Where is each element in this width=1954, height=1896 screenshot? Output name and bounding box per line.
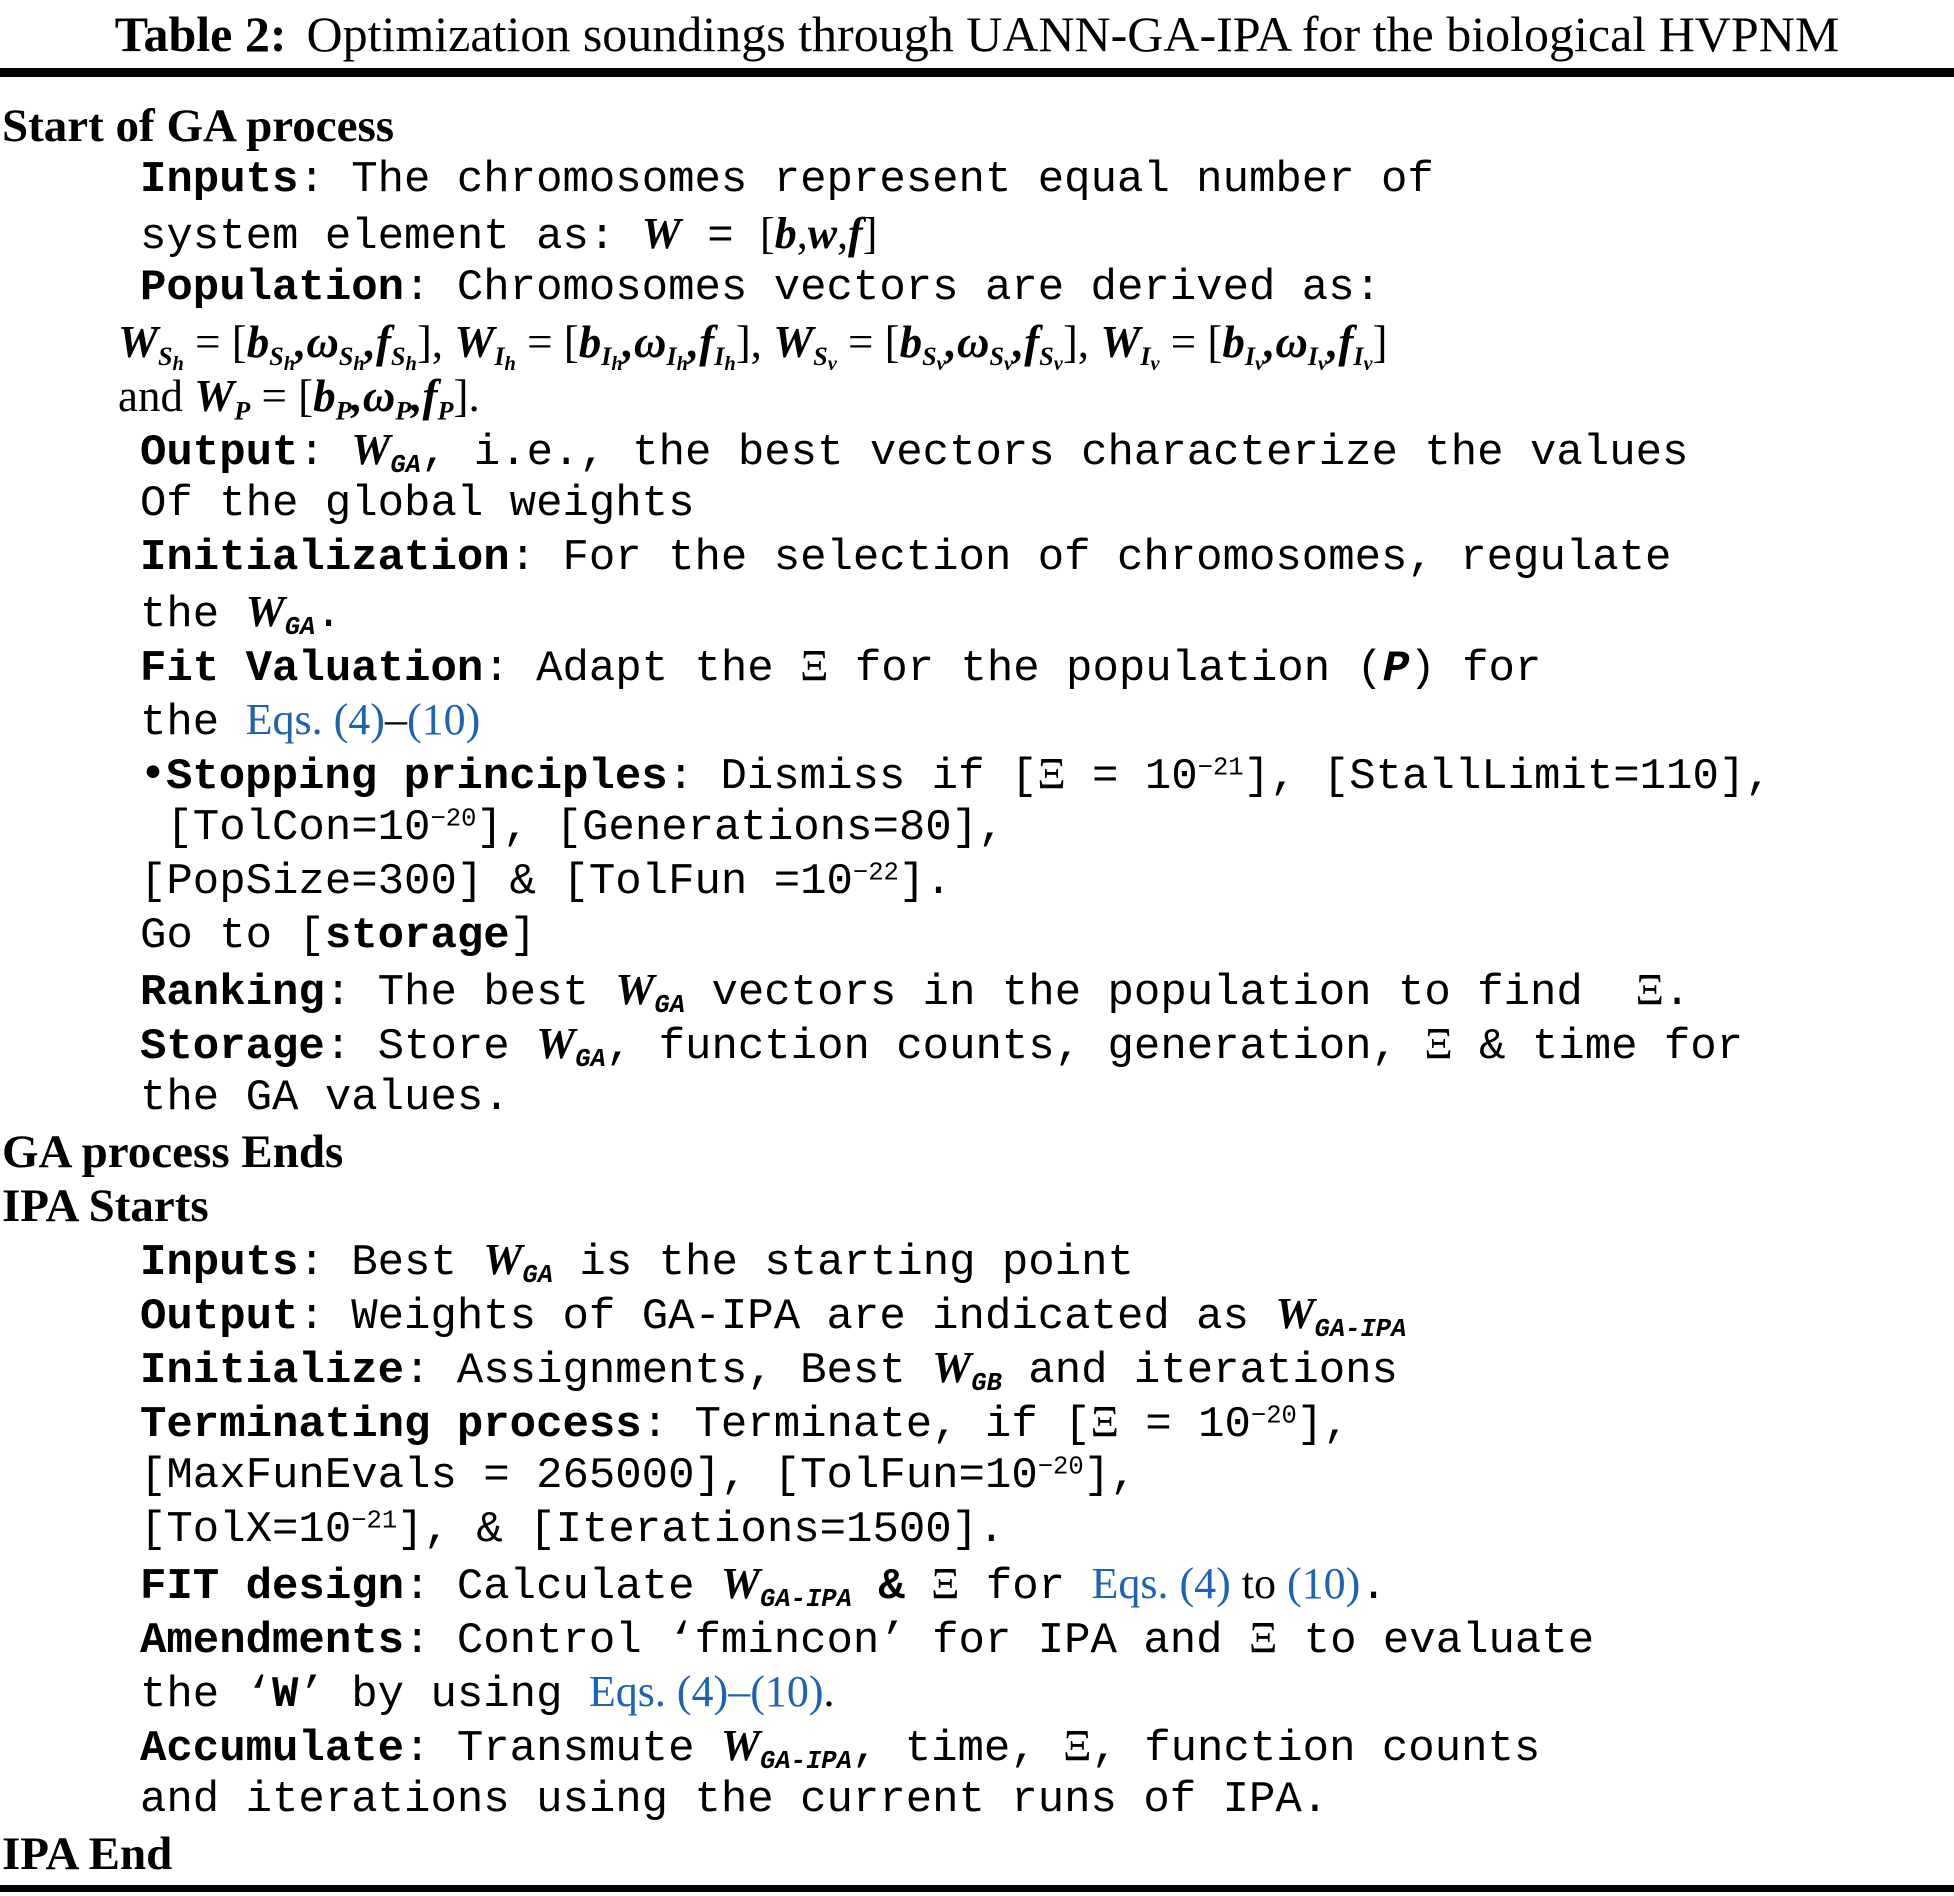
algorithm-line xyxy=(140,1449,1954,1503)
xi-symbol: Ξ xyxy=(1037,749,1066,798)
text-run: : The best xyxy=(324,968,616,1018)
algorithm-line xyxy=(140,639,1954,693)
text-run: GA-IPA xyxy=(760,1585,852,1615)
text-run: = [ xyxy=(836,317,900,367)
math-symbol: Sh xyxy=(338,342,365,376)
subscript xyxy=(971,1367,1002,1399)
superscript xyxy=(1198,754,1244,783)
math-symbol: Sh xyxy=(390,342,417,376)
math-symbol: $W_P$ xyxy=(194,371,251,426)
algorithm-line xyxy=(140,1017,1954,1075)
math-symbol: , xyxy=(364,317,376,367)
algorithm-line xyxy=(140,693,1954,747)
algorithm-line xyxy=(140,261,1954,315)
algorithm-line xyxy=(140,801,1954,855)
math-symbol: Ih xyxy=(601,342,623,376)
text-run: [$TolCon=10^{-20}$ xyxy=(140,803,477,853)
math-symbol: $W_{GA}$ xyxy=(351,425,421,481)
text-run: the xyxy=(140,698,246,748)
text-run: the GA values. xyxy=(140,1073,510,1123)
section-header: IPA Starts xyxy=(2,1180,209,1232)
algorithm-line xyxy=(140,1719,1954,1777)
xi-symbol: Ξ xyxy=(800,641,829,690)
text-run: Of the global weights xyxy=(140,479,695,529)
text-run: = $10^{-21}$ xyxy=(1065,752,1244,802)
subscript xyxy=(1353,342,1373,376)
text-run: : Chromosomes vectors are derived as: xyxy=(404,263,1382,313)
algorithm-line xyxy=(140,1341,1954,1399)
math-symbol: v xyxy=(1150,353,1160,376)
math-symbol: v xyxy=(1053,353,1063,376)
math-symbol: v xyxy=(1363,353,1373,376)
section-header: Start of GA process xyxy=(2,100,395,152)
math-symbol: Iv xyxy=(1244,342,1265,376)
subscript xyxy=(1307,342,1328,376)
text-run: : For the selection of chromosomes, regulate xyxy=(509,533,1672,583)
section-header: GA process Ends xyxy=(2,1126,344,1178)
text-run: −20 xyxy=(1037,1452,1084,1482)
math-symbol: , xyxy=(411,371,423,421)
text-run: : The chromosomes represent equal number of xyxy=(298,155,1434,205)
math-symbol: Iv xyxy=(1353,342,1373,376)
text-run: Population xyxy=(140,263,405,313)
subscript xyxy=(654,989,686,1021)
subscript xyxy=(269,342,296,376)
subscript xyxy=(338,342,365,376)
text-run: ], [StallLimit=110], xyxy=(1243,752,1772,802)
text-run: GA xyxy=(575,1045,606,1075)
eq-ref-link[interactable]: Eqs. (4) xyxy=(245,695,385,744)
algorithm-line xyxy=(140,477,1954,531)
text-run: : Terminate, if [ xyxy=(641,1400,1091,1450)
math-symbol: h xyxy=(724,353,736,376)
math-symbol: $\omega_P$ xyxy=(362,371,412,426)
text-run: for the population ( xyxy=(828,644,1383,694)
text-run: ]. xyxy=(453,371,480,421)
algorithm-line xyxy=(140,1071,1954,1125)
text-run: GA xyxy=(522,1261,554,1291)
math-symbol: $W_{I_v}$ xyxy=(1100,317,1160,376)
subscript xyxy=(1244,342,1265,376)
math-symbol: Sv xyxy=(989,342,1014,376)
text-run: P xyxy=(395,396,412,426)
text-run xyxy=(852,1562,878,1612)
math-symbol: w xyxy=(807,209,838,258)
text-run: , xyxy=(837,209,849,258)
text-run: : Store xyxy=(324,1022,537,1072)
top-rule xyxy=(0,68,1954,77)
text-run: – xyxy=(384,695,407,744)
eq-ref-link[interactable]: (10) xyxy=(406,695,481,744)
text-run: ], xyxy=(1083,1451,1137,1501)
subscript xyxy=(1054,353,1063,375)
algorithm-line xyxy=(140,747,1954,801)
subscript xyxy=(828,353,837,375)
math-symbol: $f_P$ xyxy=(422,371,454,426)
math-symbol: $f_{I_v}$ xyxy=(1338,317,1373,376)
text-run: = [ xyxy=(183,317,247,367)
math-symbol: $W_{GA}$ xyxy=(615,965,686,1021)
xi-symbol: Ξ xyxy=(1248,1613,1278,1662)
subscript xyxy=(522,1259,554,1291)
text-run: : Control ‘fmincon’ for IPA and xyxy=(404,1616,1249,1666)
text-run: [$TolX=10^{-21}$ xyxy=(140,1505,398,1555)
algorithm-line xyxy=(140,207,1954,261)
subscript xyxy=(813,342,837,376)
algorithm-line xyxy=(140,909,1954,963)
eq-ref-link[interactable]: (10) xyxy=(1287,1559,1361,1608)
text-run: GA-IPA xyxy=(1314,1315,1407,1345)
math-symbol: $f_{S_v}$ xyxy=(1024,317,1063,376)
text-run: Stopping principles xyxy=(165,752,668,802)
text-run: ], xyxy=(735,317,774,367)
subscript xyxy=(494,342,516,376)
text-run: [PopSize=300] & [TolFun $=10^{-22}$ xyxy=(140,857,899,907)
subscript xyxy=(760,1583,852,1615)
math-symbol: $\omega_{S_h}$ xyxy=(306,317,365,376)
text-run: −20 xyxy=(430,804,477,834)
algorithm-line xyxy=(140,585,1954,643)
math-symbol: Ih xyxy=(666,342,688,376)
text-run: ]. xyxy=(898,857,952,907)
text-run: : Calculate xyxy=(404,1562,721,1612)
algorithm-line xyxy=(140,1611,1954,1665)
text-run xyxy=(905,1562,931,1612)
math-symbol: h xyxy=(405,353,417,376)
math-symbol: h xyxy=(611,353,623,376)
text-run: ], xyxy=(1062,317,1101,367)
text-run: Fit Valuation xyxy=(140,644,484,694)
text-run: FIT design xyxy=(140,1562,405,1612)
math-symbol: v xyxy=(1318,353,1328,376)
text-run: W xyxy=(272,1670,299,1720)
subscript xyxy=(1318,353,1327,375)
text-run: Inputs xyxy=(140,1238,299,1288)
subscript xyxy=(438,396,454,425)
superscript xyxy=(853,859,899,888)
section-header: IPA End xyxy=(2,1828,173,1880)
text-run: and iterations using the current runs of IPA. xyxy=(140,1775,1329,1825)
text-run: [MaxFunEvals = 265000], [$TolFun=10^{-20}$ xyxy=(140,1451,1084,1501)
subscript xyxy=(390,342,417,376)
text-run: ] xyxy=(1372,317,1388,367)
math-symbol: $\omega_{I_v}$ xyxy=(1275,317,1328,376)
text-run: −21 xyxy=(351,1506,398,1536)
text-run: . xyxy=(823,1667,835,1716)
text-run: Output xyxy=(140,1292,299,1342)
text-run: for xyxy=(959,1562,1092,1612)
text-run: to xyxy=(1230,1559,1287,1608)
algorithm-line xyxy=(140,1233,1954,1291)
superscript xyxy=(430,805,476,834)
text-run: ], & [Iterations=1500]. xyxy=(397,1505,1005,1555)
subscript xyxy=(601,342,623,376)
text-run: storage xyxy=(324,911,510,961)
text-run: , function counts, generation, xyxy=(605,1022,1425,1072)
text-run: Go to [ xyxy=(140,911,325,961)
algorithm-body xyxy=(0,77,1954,1881)
math-symbol: $b_{S_h}$ xyxy=(246,317,296,376)
text-run: : Transmute xyxy=(404,1724,721,1774)
subscript xyxy=(714,342,736,376)
algorithm-line xyxy=(140,1395,1954,1449)
math-symbol: Ih xyxy=(494,342,516,376)
subscript xyxy=(1039,342,1063,376)
subscript xyxy=(937,353,946,375)
subscript xyxy=(666,342,688,376)
math-symbol: $W_{S_v}$ xyxy=(773,317,837,376)
math-symbol: f xyxy=(848,209,863,258)
math-symbol: Ih xyxy=(714,342,736,376)
math-symbol: , xyxy=(945,317,957,367)
math-symbol: $W_{GA}$ xyxy=(245,587,316,643)
text-run: and iterations xyxy=(1001,1346,1398,1396)
text-run: Output xyxy=(140,428,299,478)
text-run: P xyxy=(437,396,454,426)
text-run: system element as: xyxy=(140,212,642,262)
table-caption xyxy=(0,0,1954,68)
algorithm-line xyxy=(140,1503,1954,1557)
text-run: : Best xyxy=(298,1238,484,1288)
text-run: . xyxy=(1360,1562,1387,1612)
math-symbol: , xyxy=(622,317,634,367)
text-run: Amendments xyxy=(140,1616,405,1666)
text-run: −20 xyxy=(1250,1401,1297,1431)
text-run: and xyxy=(118,371,195,421)
math-symbol: W xyxy=(641,209,681,258)
math-symbol: $W_{GA}$ xyxy=(483,1235,554,1291)
text-run: ], xyxy=(416,317,455,367)
text-run: , time, xyxy=(851,1724,1064,1774)
subscript xyxy=(336,396,352,425)
text-run: , i.e., the best vectors characterize the values xyxy=(421,428,1689,478)
math-symbol: $W_{GA}$ xyxy=(536,1019,606,1075)
text-run: = [ xyxy=(515,317,579,367)
subscript xyxy=(575,1043,606,1075)
text-run: = $10^{-20}$ xyxy=(1118,1400,1297,1450)
algorithm-line xyxy=(140,855,1954,909)
superscript xyxy=(351,1507,397,1536)
text-run: ] xyxy=(862,209,878,258)
algorithm-line xyxy=(140,531,1954,585)
xi-symbol: Ξ xyxy=(1424,1019,1453,1068)
math-symbol: Iv xyxy=(1307,342,1328,376)
text-run: : Dismiss if [ xyxy=(667,752,1038,802)
subscript xyxy=(677,353,688,375)
text-run: Accumulate xyxy=(140,1724,405,1774)
text-run: = [ xyxy=(250,371,314,421)
math-symbol: $W_{S_h}$ xyxy=(118,317,184,376)
math-symbol: Sh xyxy=(269,342,296,376)
subscript xyxy=(989,342,1014,376)
math-symbol: $b_{S_v}$ xyxy=(899,317,946,376)
math-symbol: $b_P$ xyxy=(313,371,352,426)
math-symbol: v xyxy=(827,353,837,376)
math-symbol: $W_{GB}$ xyxy=(932,1343,1002,1399)
subscript xyxy=(504,353,515,375)
subscript xyxy=(1363,353,1372,375)
math-symbol: $W_{I_h}$ xyxy=(454,317,516,376)
math-symbol: v xyxy=(936,353,946,376)
text-run: to evaluate xyxy=(1277,1616,1595,1666)
math-symbol: $b_{I_v}$ xyxy=(1222,317,1265,376)
text-run: ], xyxy=(1296,1400,1350,1450)
text-run: P xyxy=(1382,644,1410,694)
algorithm-line xyxy=(140,1557,1954,1615)
text-run: −22 xyxy=(852,858,899,888)
math-symbol: , xyxy=(1327,317,1339,367)
bottom-rule xyxy=(0,1885,1954,1892)
text-run: Inputs xyxy=(140,155,299,205)
math-symbol: $W_{GA-IPA}$ xyxy=(1275,1289,1407,1345)
text-run: GA xyxy=(654,991,686,1021)
math-symbol: $f_{S_h}$ xyxy=(375,317,417,376)
math-symbol: v xyxy=(1255,353,1265,376)
xi-symbol: Ξ xyxy=(1063,1721,1092,1770)
text-run: GB xyxy=(971,1369,1002,1399)
math-symbol: Iv xyxy=(1140,342,1160,376)
math-symbol: h xyxy=(172,353,184,376)
math-symbol: , xyxy=(1013,317,1025,367)
xi-symbol: Ξ xyxy=(931,1559,960,1608)
text-run: is the starting point xyxy=(553,1238,1134,1288)
text-run: ) for xyxy=(1409,644,1542,694)
algorithm-line xyxy=(140,963,1954,1021)
text-run: , xyxy=(796,209,808,258)
math-symbol: h xyxy=(353,353,365,376)
eq-ref-link[interactable]: Eqs. (4) xyxy=(1091,1559,1231,1608)
algorithm-line xyxy=(140,1773,1954,1827)
eq-ref-link[interactable]: Eqs. (4)–(10) xyxy=(588,1667,824,1716)
text-run: : xyxy=(298,428,352,478)
math-symbol: , xyxy=(1264,317,1276,367)
math-symbol: , xyxy=(295,317,307,367)
text-run: Ranking xyxy=(140,968,325,1018)
algorithm-line xyxy=(140,153,1954,207)
bullet-marker: • xyxy=(140,748,166,799)
text-run: P xyxy=(335,396,352,426)
math-symbol: $f_{I_h}$ xyxy=(699,317,736,376)
text-run: & xyxy=(878,1562,905,1612)
subscript xyxy=(284,611,316,643)
text-run: Initialize xyxy=(140,1346,405,1396)
text-run: : Weights of GA-IPA are indicated as xyxy=(298,1292,1276,1342)
subscript xyxy=(1140,342,1160,376)
table-caption-text: Optimization soundings through UANN-GA-IPA for the biological HVPNM xyxy=(306,6,1840,62)
math-symbol: , xyxy=(687,317,700,367)
subscript xyxy=(611,353,622,375)
superscript xyxy=(1038,1453,1084,1482)
subscript xyxy=(1314,1313,1407,1345)
subscript xyxy=(1004,353,1013,375)
text-run: . xyxy=(1663,968,1691,1018)
text-run: . xyxy=(315,590,342,640)
math-symbol: v xyxy=(1003,353,1014,376)
subscript xyxy=(390,449,421,481)
text-run: : Assignments, Best xyxy=(404,1346,933,1396)
xi-symbol: Ξ xyxy=(1635,965,1664,1014)
text-run: ’ by using xyxy=(298,1670,589,1720)
subscript xyxy=(1255,353,1264,375)
text-run: Storage xyxy=(140,1022,325,1072)
math-symbol: $W_{GA-IPA}$ xyxy=(720,1721,852,1777)
text-run: the xyxy=(140,590,246,640)
math-symbol: h xyxy=(283,353,296,376)
subscript xyxy=(760,1745,852,1777)
subscript xyxy=(158,342,184,376)
subscript xyxy=(724,353,735,375)
math-symbol: $W_{GA-IPA}$ xyxy=(720,1559,852,1615)
subscript xyxy=(395,396,411,425)
math-symbol: $\omega_{I_h}$ xyxy=(633,317,688,376)
text-run: −21 xyxy=(1197,753,1244,783)
xi-symbol: Ξ xyxy=(1090,1397,1119,1446)
text-run: Terminating process xyxy=(140,1400,642,1450)
math-symbol: Sv xyxy=(1039,342,1063,376)
text-run: & time for xyxy=(1452,1022,1744,1072)
text-run: ], [Generations=80], xyxy=(476,803,1005,853)
table-caption-label: Table 2: xyxy=(114,6,287,62)
algorithm-line xyxy=(118,369,1954,426)
subscript xyxy=(234,396,250,425)
math-symbol: $b_{I_h}$ xyxy=(578,317,623,376)
algorithm-line xyxy=(140,1287,1954,1345)
math-symbol: $\omega_{S_v}$ xyxy=(956,317,1014,376)
subscript xyxy=(922,342,946,376)
math-symbol: Sv xyxy=(922,342,946,376)
text-run: = [ xyxy=(1159,317,1223,367)
algorithm-line xyxy=(140,423,1954,481)
text-run: GA xyxy=(390,451,421,481)
algorithm-line xyxy=(118,315,1954,376)
text-run: GA-IPA xyxy=(760,1747,852,1777)
text-run: P xyxy=(234,396,251,426)
superscript xyxy=(1251,1402,1297,1431)
text-run: = xyxy=(680,212,761,262)
text-run: [ xyxy=(760,209,775,258)
subscript xyxy=(1150,353,1159,375)
text-run: : Adapt the xyxy=(483,644,801,694)
text-run: ] xyxy=(509,911,537,961)
math-symbol: h xyxy=(676,353,688,376)
math-symbol: Sh xyxy=(158,342,184,376)
text-run: Initialization xyxy=(140,533,510,583)
math-symbol: Sv xyxy=(813,342,837,376)
math-symbol: b xyxy=(774,209,797,258)
text-run: GA xyxy=(284,613,316,643)
math-symbol: h xyxy=(504,353,516,376)
text-run: vectors in the population to find xyxy=(685,968,1636,1018)
text-run: the ‘ xyxy=(140,1670,273,1720)
algorithm-line xyxy=(140,1665,1954,1719)
math-symbol: , xyxy=(351,371,363,421)
text-run: , function counts xyxy=(1091,1724,1541,1774)
